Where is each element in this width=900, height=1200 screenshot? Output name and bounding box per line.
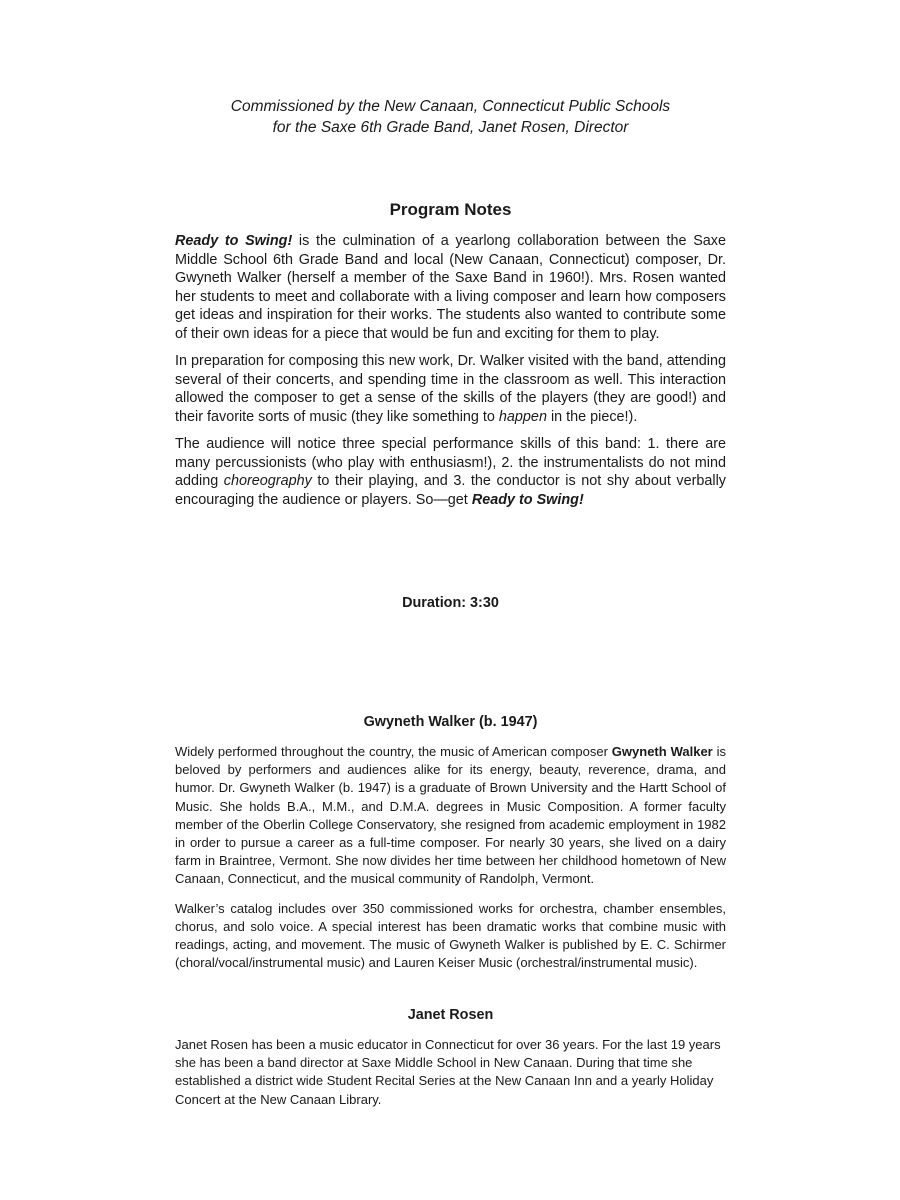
paragraph-text: in the piece!).	[546, 408, 638, 425]
paragraph-text: is beloved by performers and audiences alike for its energy, beauty, reverence, drama, and humor. Dr. Gwyneth Walker (b. 1947) is a graduate of Brown University and the Hartt School of Music. She holds B.A., M.M., and D.M.A. degrees in Music Composition. A former faculty member of the Oberlin College Conservatory, she resigned from academic employment in 1982 in order to pursue a career as a full-time composer. For nearly 30 years, she lived on a dairy farm in Braintree, Vermont. She now divides her time between her childhood hometown of New Canaan, Connecticut, and the musical community of Randolph, Vermont.	[175, 744, 727, 887]
composer-bio-heading: Gwyneth Walker (b. 1947)	[363, 714, 538, 730]
duration-label: Duration: 3:30	[402, 595, 499, 611]
commission-line-2: for the Saxe 6th Grade Band, Janet Rosen, Director	[272, 119, 629, 136]
composer-bio-body	[175, 743, 726, 983]
director-bio-body	[175, 1036, 726, 1109]
emphasis-text: happen	[498, 408, 547, 425]
composer-bio-paragraph-1	[175, 743, 726, 889]
commission-note	[175, 96, 726, 138]
director-bio-paragraph: Janet Rosen has been a music educator in Connecticut for over 36 years. For the last 19 years she has been a band director at Saxe Middle School in New Canaan. During that time she established a district wide Student Recital Series at the New Canaan Inn and a yearly Holiday Concert at the New Canaan Library.	[175, 1037, 721, 1107]
commission-line-1: Commissioned by the New Canaan, Connecticut Public Schools	[230, 98, 671, 115]
composer-name: Gwyneth Walker	[611, 744, 713, 759]
paragraph-text: to their playing, and 3. the conductor is not shy about verbally encouraging the audience or players. So—get	[175, 473, 726, 508]
paragraph-text: Widely performed throughout the country, the music of American composer	[175, 744, 612, 759]
program-notes-body	[175, 232, 726, 518]
piece-title: Ready to Swing!	[175, 233, 293, 249]
emphasis-text: choreography	[223, 473, 312, 490]
program-notes-paragraph-3	[175, 435, 726, 509]
program-notes-paragraph-2	[175, 352, 726, 426]
paragraph-text: The audience will notice three special performance skills of this band: 1. there are many percussionists (who play with enthusiasm!), 2. the instrumentalists do not mind adding	[175, 435, 726, 490]
paragraph-text: is the culmination of a yearlong collaboration between the Saxe Middle School 6th Grade Band and local (New Canaan, Connecticut) composer, Dr. Gwyneth Walker (herself a member of the Saxe Band in 1960!). Mrs. Rosen wanted her students to meet and collaborate with a living composer and learn how composers get ideas and inspiration for their works. The students also wanted to contribute some of their own ideas for a piece that would be fun and exciting for them to play.	[175, 233, 726, 342]
director-bio-heading: Janet Rosen	[407, 1007, 494, 1023]
program-notes-paragraph-1	[175, 232, 726, 344]
program-notes-heading: Program Notes	[389, 200, 512, 219]
composer-bio-paragraph-2: Walker’s catalog includes over 350 commissioned works for orchestra, chamber ensembles, chorus, and solo voice. A special interest has been dramatic works that combine music with readings, acting, and movement. The music of Gwyneth Walker is published by E. C. Schirmer (choral/vocal/instrumental music) and Lauren Keiser Music (orchestral/instrumental music).	[175, 900, 726, 971]
piece-title: Ready to Swing!	[471, 491, 584, 508]
paragraph-text: In preparation for composing this new work, Dr. Walker visited with the band, attending several of their concerts, and spending time in the classroom as well. This interaction allowed the composer to get a sense of the skills of the players (they are good!) and their favorite sorts of music (they like something to	[175, 353, 726, 425]
